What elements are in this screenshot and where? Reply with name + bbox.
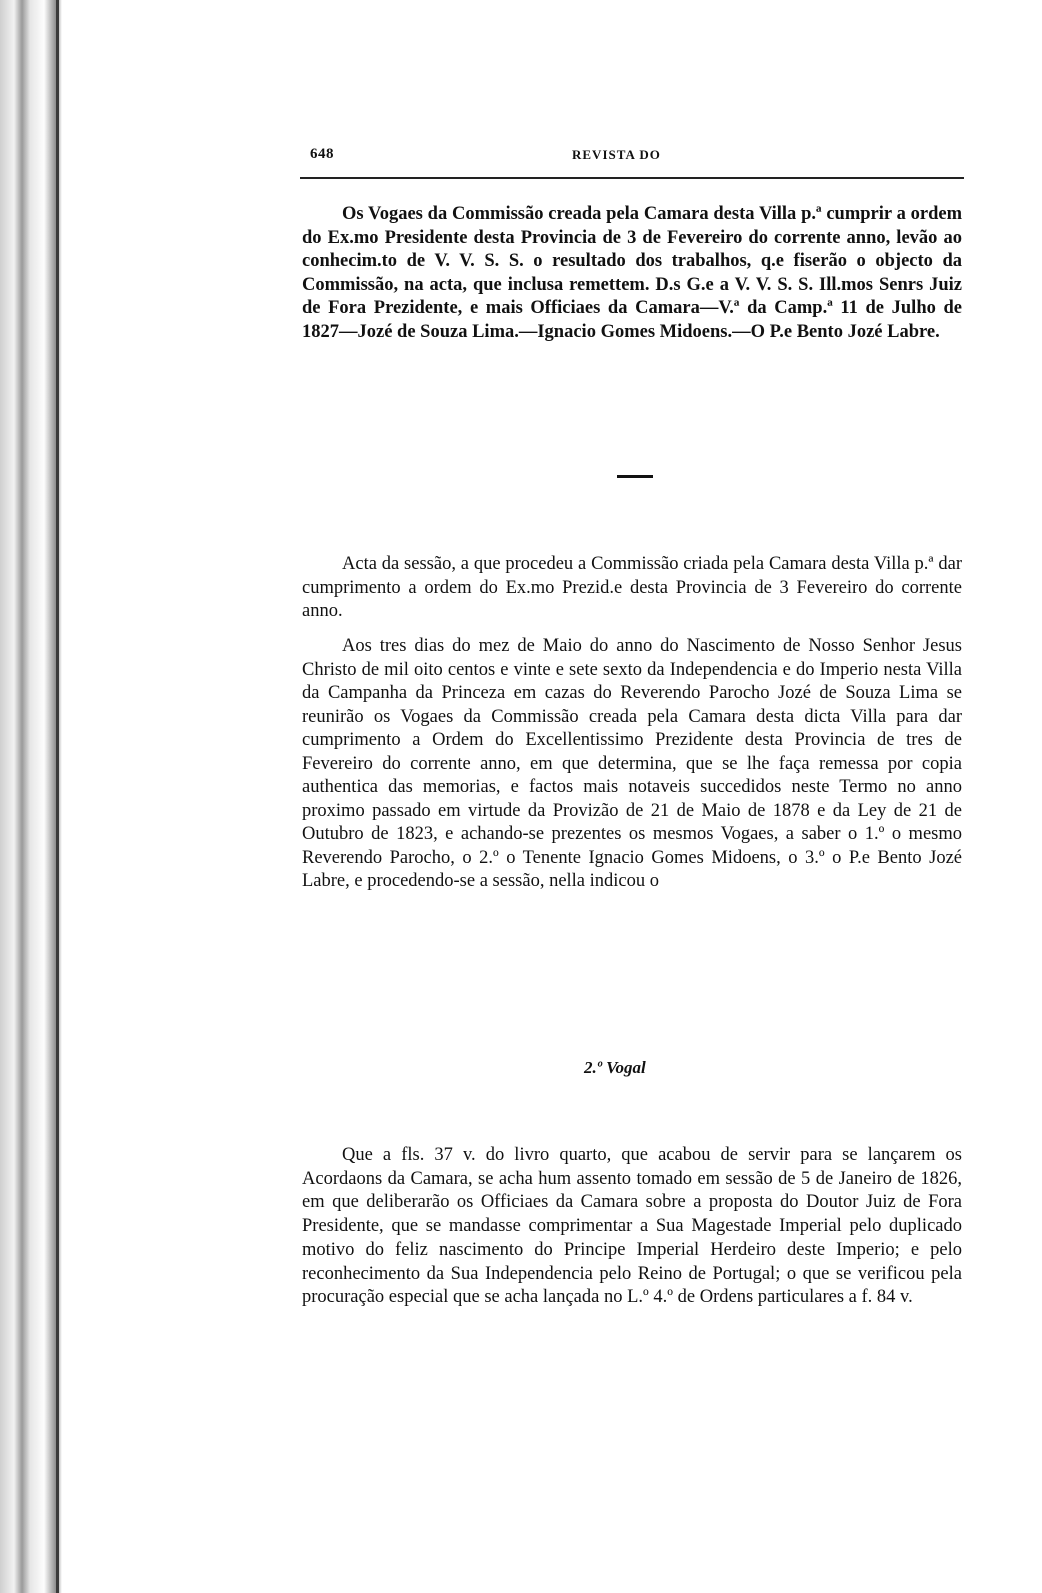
acta-body-paragraph: Aos tres dias do mez de Maio do anno do Nascimento de Nosso Senhor Jesus Christo de mil oito centos e vinte e sete sexto da Independencia e do Imperio nesta Villa da Campanha da Princeza em cazas do Reverendo Parocho Jozé de Souza Lima se reunirão os Vogaes da Commissão creada pela Camara desta dicta Villa para dar cumprimento a Ordem do Excellentissimo Prezidente desta Provincia de tres de Fevereiro do corrente anno, em que determina, que se lhe faça remessa por copia authentica das memorias, e factos mais notaveis succedidos neste Termo no anno proximo passado em virtude da Provizão de 21 de Maio de 1878 e da Ley de 21 de Outubro de 1823, e achando-se prezentes os mesmos Vogaes, a saber o 1.º o mesmo Reverendo Parocho, o 2.º o Tenente Ignacio Gomes Midoens, o 3.º o P.e Bento Jozé Labre, e procedendo-se a sessão, nella indicou o: [302, 636, 962, 891]
page-header: [300, 146, 964, 170]
letter-paragraph: Os Vogaes da Commissão creada pela Camara desta Villa p.ª cumprir a ordem do Ex.mo Presidente desta Provincia de 3 de Fevereiro do corrente anno, levão ao conhecim.to de V. V. S. S. o resultado dos trabalhos, q.e fiserão o objecto da Commissão, na acta, que inclusa remettem. D.s G.e a V. V. S. S. Ill.mos Senrs Juiz de Fora Prezidente, e mais Officiaes da Camara—V.ª da Camp.ª 11 de Julho de 1827—Jozé de Souza Lima.—Ignacio Gomes Midoens.—O P.e Bento Jozé Labre.: [302, 204, 962, 342]
binding-gutter-line: [56, 0, 59, 1593]
section-separator: [617, 475, 653, 478]
section-heading-vogal: 2.º Vogal: [584, 1058, 646, 1077]
book-binding-edge: [0, 0, 70, 1593]
page-number: 648: [310, 146, 334, 162]
acta-title-paragraph: Acta da sessão, a que procedeu a Commissão criada pela Camara desta Villa p.ª dar cumprimento a ordem do Ex.mo Prezid.e desta Provincia de 3 Fevereiro do corrente anno.: [302, 554, 962, 621]
vogal-statement-paragraph: Que a fls. 37 v. do livro quarto, que acabou de servir para se lançarem os Acordaons da Camara, se acha hum assento tomado em sessão de 5 de Janeiro de 1826, em que deliberarão os Officiaes da Camara sobre a proposta do Doutor Juiz de Fora Presidente, que se mandasse comprimentar a Sua Magestade Imperial pelo duplicado motivo do feliz nascimento do Principe Imperial Herdeiro deste Imperio; e pelo reconhecimento da Sua Independencia pelo Reino de Portugal; o que se verificou pela procuração especial que se acha lançada no L.º 4.º de Ordens particulares a f. 84 v.: [302, 1145, 962, 1308]
running-head: REVISTA DO: [572, 147, 661, 162]
header-rule: [300, 177, 964, 179]
